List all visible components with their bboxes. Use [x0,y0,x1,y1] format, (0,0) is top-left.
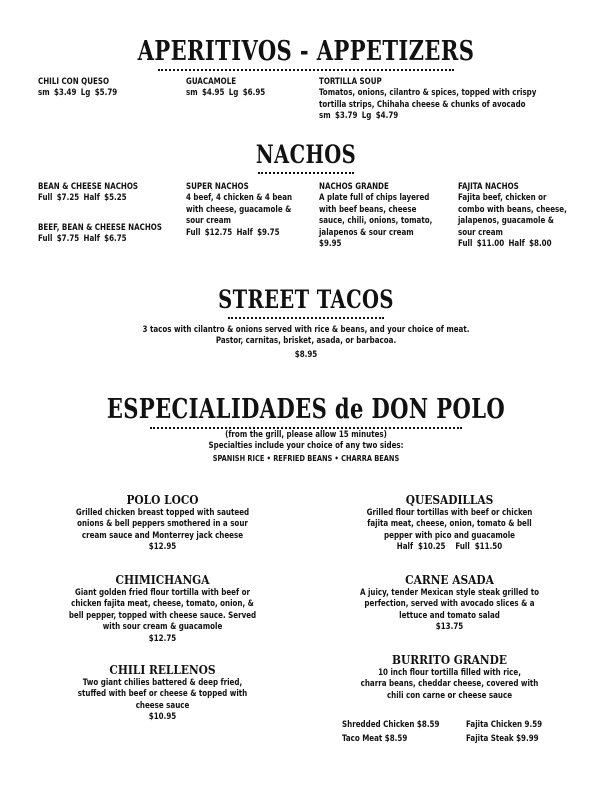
especialidades-divider [150,425,462,429]
menu-item-chimichanga [40,572,285,645]
menu-item-fajita-nachos [458,182,567,250]
burrito-option: Shredded Chicken $8.59 [342,720,440,730]
street-tacos-line-2: Pastor, carnitas, brisket, asada, or barbacoa. [215,336,397,347]
item-desc: chili con carne or cheese sauce [386,690,513,701]
item-price: sm $3.79 Lg $4.79 [319,111,399,122]
item-price: $12.75 [148,633,177,644]
item-desc: onions & bell peppers smothered in a sour [77,519,248,530]
menu-item-nachos-grande [319,182,432,250]
item-desc: Grilled chicken breast topped with sauteed [75,508,250,518]
item-desc: with beef beans, cheese [319,204,417,215]
item-desc: pepper with pico and guacamole [384,530,515,541]
item-name: CARNE ASADA [405,572,494,587]
item-desc: lettuce and tomato salad [399,610,500,621]
item-price: sm $4.95 Lg $6.95 [186,88,266,99]
item-name: FAJITA NACHOS [458,182,519,192]
item-name: NACHOS GRANDE [319,182,389,192]
item-price: Full $12.75 Half $9.75 [186,227,280,238]
menu-item-burrito-grande [327,652,572,702]
nachos-divider [258,170,354,174]
menu-item-bean-cheese-nachos [38,182,138,205]
item-price: Full $7.75 Half $6.75 [38,234,127,245]
menu-item-polo-loco [40,492,285,554]
item-desc: sour cream [186,216,231,227]
item-desc: tortilla strips, Chihaha cheese & chunks of avocado [319,99,526,110]
item-price: $13.75 [435,622,464,633]
item-price: sm $3.49 Lg $5.79 [38,88,118,99]
item-name: GUACAMOLE [186,77,237,87]
item-desc: perfection, served with avocado slices & a [364,599,535,610]
grill-note: (from the grill, please allow 15 minutes) [225,430,387,440]
item-desc: Giant golden fried flour tortilla with beef or [75,588,250,598]
menu-item-tortilla-soup [319,77,536,123]
street-tacos-title: STREET TACOS [218,285,394,314]
item-desc: with cheese, guacamole & [186,204,292,215]
item-name: BURRITO GRANDE [392,652,507,667]
item-name: CHILI RELLENOS [109,662,216,677]
item-desc: A plate full of chips layered [319,193,430,204]
street-tacos-divider [228,315,384,319]
item-desc: jalapenos & sour cream [319,227,414,238]
menu-item-chili-rellenos [40,662,285,724]
especialidades-intro [24,430,587,464]
item-name: TORTILLA SOUP [319,77,382,87]
item-desc: 10 inch flour tortilla filled with rice, [378,668,521,678]
item-desc: bell pepper, topped with cheese sauce. Served [68,610,257,621]
item-desc: cheese sauce [135,700,190,711]
item-desc: cream sauce and Monterrey jack cheese [81,530,244,541]
sides-intro: Specialties include your choice of any two sides: [208,441,404,452]
street-tacos-price: $8.95 [294,349,318,360]
item-desc: charra beans, cheddar cheese, covered with [360,679,539,690]
burrito-option: Fajita Chicken 9.59 [466,720,543,730]
item-name: QUESADILLAS [405,492,494,507]
menu-item-quesadillas [327,492,572,554]
item-price: $9.95 [319,239,342,250]
item-price: $10.95 [148,712,177,723]
item-desc: stuffed with beef or cheese & topped with [77,689,248,700]
menu-item-beef-bean-cheese-nachos [38,223,162,246]
item-name: BEAN & CHEESE NACHOS [38,182,139,192]
item-price: Full $7.25 Half $5.25 [38,193,127,204]
item-price: Half $10.25 Full $11.50 [396,542,503,553]
item-desc: Tomatos, onions, cilantro & spices, topped with crispy [319,88,537,99]
item-desc: A juicy, tender Mexican style steak grilled to [359,588,540,598]
item-desc: with sour cream & guacamole [102,622,223,633]
item-desc: Two giant chilies battered & deep fried, [82,678,243,688]
item-name: BEEF, BEAN & CHEESE NACHOS [38,223,162,233]
burrito-option: Fajita Steak $9.99 [466,734,539,744]
item-desc: Grilled flour tortillas with beef or chicken [366,508,533,518]
item-desc: sour cream [458,227,503,238]
sides-list: SPANISH RICE • REFRIED BEANS • CHARRA BEANS [212,453,400,463]
item-price: Full $11.00 Half $8.00 [458,239,552,250]
item-desc: fajita meat, cheese, onion, tomato & bell [367,519,532,530]
item-name: CHILI CON QUESO [38,77,110,87]
menu-item-super-nachos [186,182,292,239]
appetizers-title: APERITIVOS - APPETIZERS [137,36,475,67]
item-name: CHIMICHANGA [115,572,210,587]
item-desc: 4 beef, 4 chicken & 4 bean [186,193,293,204]
item-name: SUPER NACHOS [186,182,249,192]
item-desc: Fajita beef, chicken or [458,193,547,204]
menu-item-carne-asada [327,572,572,634]
item-desc: combo with beans, cheese, [458,204,567,215]
item-price: $12.95 [148,542,177,553]
nachos-title: NACHOS [255,140,357,169]
item-name: POLO LOCO [126,492,199,507]
menu-item-chili-con-queso [38,77,117,100]
item-desc: sauce, chili, onions, tomato, [319,216,433,227]
street-tacos-line-1: 3 tacos with cilantro & onions served with rice & beans, and your choice of meat. [142,325,470,335]
item-desc: chicken fajita meat, cheese, tomato, onion, & [71,599,254,610]
appetizers-divider [158,67,454,71]
item-desc: jalapenos, guacamole & [458,216,554,227]
burrito-option: Taco Meat $8.59 [342,734,408,744]
menu-item-guacamole [186,77,265,100]
street-tacos-description [24,325,587,361]
especialidades-title: ESPECIALIDADES de DON POLO [106,394,506,425]
